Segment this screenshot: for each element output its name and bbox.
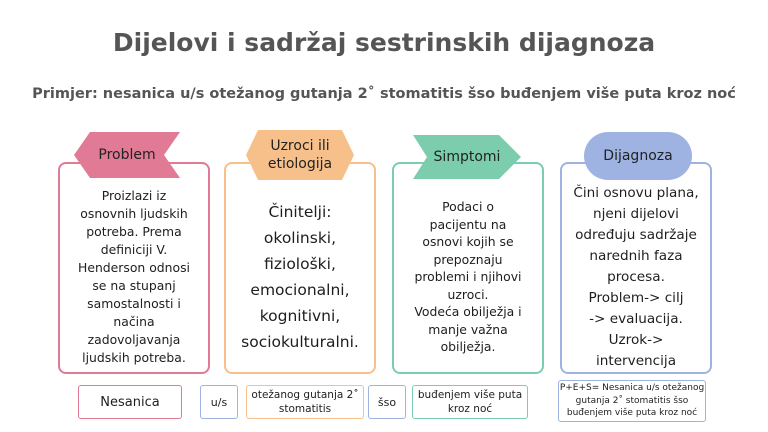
uzroci-card — [224, 162, 376, 374]
uzroci-header-label: Uzroci ili etiologija — [267, 138, 333, 172]
example-formula-box: P+E+S= Nesanica u/s otežanog gutanja 2˚ stomatitis šso buđenjem više puta kroz noć — [558, 380, 706, 422]
problem-card — [58, 162, 210, 374]
page-title: Dijelovi i sadržaj sestrinskih dijagnoza — [112, 28, 656, 57]
example-uzrok-box: otežanog gutanja 2˚ stomatitis — [246, 385, 364, 419]
uzroci-header — [246, 130, 354, 180]
dijagnoza-header-label: Dijagnoza — [603, 148, 673, 164]
simptomi-header — [413, 135, 521, 179]
problem-header — [74, 132, 180, 178]
dijagnoza-card — [560, 162, 712, 374]
simptomi-header-label: Simptomi — [433, 149, 501, 165]
problem-header-label: Problem — [98, 147, 156, 163]
example-problem-box: Nesanica — [78, 385, 182, 419]
problem-description: Proizlazi iz osnovnih ljudskih potreba. Prema definiciji V. Henderson odnosi se na stupanj samostalnosti i načina zadovoljavanja ljudskih potreba. — [78, 188, 190, 365]
dijagnoza-description: Čini osnovu plana, njeni dijelovi određuju sadržaje narednih faza procesa. Problem-> cilj -> evaluacija. Uzrok-> intervencija — [573, 184, 699, 369]
example-us-box: u/s — [200, 385, 238, 419]
example-subtitle: Primjer: nesanica u/s otežanog gutanja 2˚ stomatitis šso buđenjem više puta kroz noć — [32, 86, 736, 102]
dijagnoza-header — [584, 132, 692, 180]
uzroci-description: Činitelji: okolinski, fiziološki, emocionalni, kognitivni, sociokulturalni. — [241, 203, 359, 351]
example-simptom-box: buđenjem više puta kroz noć — [412, 385, 528, 419]
example-sso-box: šso — [368, 385, 406, 419]
simptomi-card — [392, 162, 544, 374]
simptomi-description: Podaci o pacijentu na osnovi kojih se prepoznaju problemi i njihovi uzroci. Vodeća obilježja i manje važna obilježja. — [414, 199, 522, 355]
